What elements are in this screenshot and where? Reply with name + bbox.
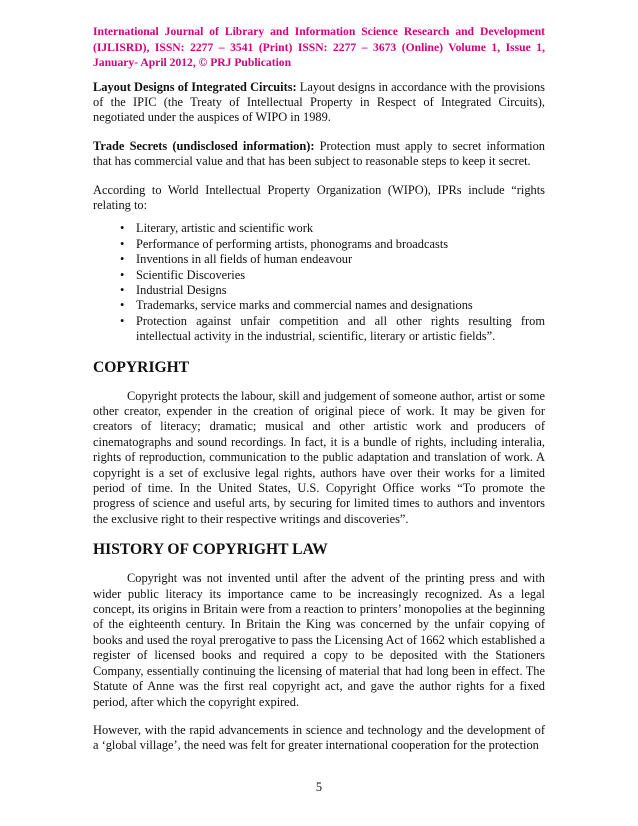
list-item-text: Protection against unfair competition and all other rights resulting from intellectual activity in the industrial, scientific, literary or artistic fields”.	[136, 313, 545, 344]
list-item-text: Performance of performing artists, phonograms and broadcasts	[136, 236, 449, 251]
trade-secrets-paragraph	[93, 139, 545, 170]
wipo-intro-paragraph: According to World Intellectual Property Organization (WIPO), IPRs include “rights relating to:	[93, 182, 545, 212]
ipr-list	[93, 221, 545, 344]
bullet-icon: •	[120, 252, 125, 267]
layout-designs-label: Layout Designs of Integrated Circuits:	[93, 79, 297, 94]
bullet-icon: •	[120, 236, 125, 251]
history-heading: HISTORY OF COPYRIGHT LAW	[93, 541, 328, 559]
list-item-text: Scientific Discoveries	[136, 267, 246, 282]
list-item-text: Industrial Designs	[136, 282, 227, 297]
journal-header: International Journal of Library and Information Science Research and Development (IJLISRD), ISSN: 2277 – 3541 (Print) ISSN: 2277 – 3673 (Online) Volume 1, Issue 1, January- April 2012, © PRJ Publication	[93, 25, 545, 69]
layout-designs-text: Layout designs in accordance with the provisions of the IPIC (the Treaty of Intellectual Property in Respect of Integrated Circuits), negotiated under the auspices of WIPO in 1989.	[93, 79, 545, 125]
list-item	[120, 283, 545, 298]
layout-designs-paragraph	[93, 80, 545, 126]
trade-secrets-text: Protection must apply to secret information that has commercial value and that has been subject to reasonable steps to keep it secret.	[93, 138, 545, 169]
history-paragraph-2: However, with the rapid advancements in science and technology and the development of a ‘global village’, the need was felt for greater international cooperation for the protection	[93, 722, 545, 753]
list-item	[120, 221, 545, 236]
list-item-text: Trademarks, service marks and commercial names and designations	[136, 298, 473, 313]
list-item	[120, 314, 545, 345]
bullet-icon: •	[120, 298, 125, 313]
bullet-icon: •	[120, 282, 125, 297]
bullet-icon: •	[120, 313, 125, 328]
list-item	[120, 252, 545, 267]
list-item-text: Inventions in all fields of human endeavour	[136, 252, 353, 267]
bullet-icon: •	[120, 267, 125, 282]
list-item	[120, 298, 545, 313]
list-item	[120, 237, 545, 252]
list-item	[120, 268, 545, 283]
bullet-icon: •	[120, 221, 125, 236]
copyright-paragraph: Copyright protects the labour, skill and judgement of someone author, artist or some other creator, expender in the creation of original piece of work. It may be given for creators of literacy; dramatic; musical and other artistic work and producers of cinematographs and sound recordings. In fact, it is a bundle of rights, including interalia, rights of reproduction, communication to the public adaptation and translation of work. A copyright is a set of exclusive legal rights, authors have over their works for a limited period of time. In the United States, U.S. Copyright Office works “To promote the progress of science and useful arts, by securing for limited times to authors and inventors the exclusive right to their respective writings and discoveries”.	[93, 388, 545, 526]
copyright-heading: COPYRIGHT	[93, 358, 190, 376]
history-paragraph-1: Copyright was not invented until after the advent of the printing press and with wider public literacy its importance came to be increasingly recognized. As a legal concept, its origins in Britain were from a reaction to printers’ monopolies at the beginning of the eighteenth century. In Britain the King was concerned by the unfair copying of books and used the royal prerogative to pass the Licensing Act of 1662 which established a register of licensed books and required a copy to be deposited with the Stationers Company, essentially continuing the licensing of material that had long been in effect. The Statute of Anne was the first real copyright act, and gave the author rights for a fixed period, after which the copyright expired.	[93, 571, 545, 709]
list-item-text: Literary, artistic and scientific work	[136, 221, 314, 236]
page-number: 5	[315, 780, 323, 794]
trade-secrets-label: Trade Secrets (undisclosed information):	[93, 138, 315, 153]
